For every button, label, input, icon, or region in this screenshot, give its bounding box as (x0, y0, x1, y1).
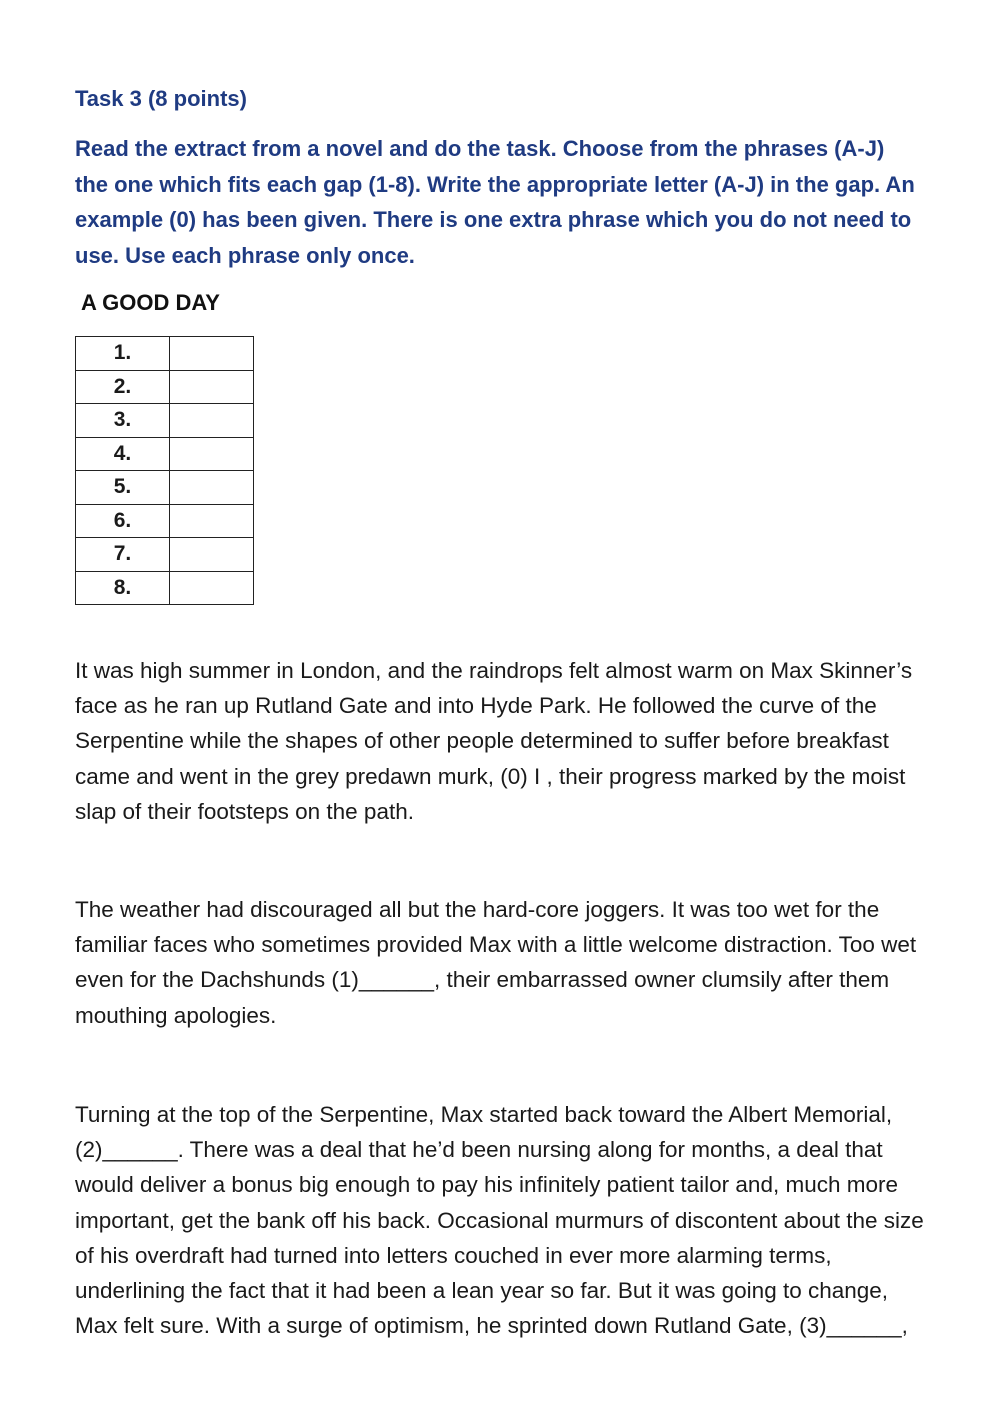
answer-number: 5. (76, 471, 170, 505)
text-heading: A GOOD DAY (81, 290, 220, 315)
answer-row (76, 504, 254, 538)
answer-row (76, 404, 254, 438)
answer-row (76, 437, 254, 471)
answer-box[interactable] (170, 571, 254, 605)
answer-row (76, 471, 254, 505)
answer-number: 1. (76, 337, 170, 371)
task-instructions: Read the extract from a novel and do the task. Choose from the phrases (A-J) the one which fits each gap (1-8). Write the appropriate letter (A-J) in the gap. An example (0) has been given. There is one extra phrase which you do not need to use. Use each phrase only once. (75, 136, 915, 268)
answer-table (75, 336, 254, 605)
paragraph-2: The weather had discouraged all but the hard-core joggers. It was too wet for the familiar faces who sometimes provided Max with a little welcome distraction. Too wet even for the Dachshunds (1)______, their embarrassed owner clumsily after them mouthing apologies. (75, 897, 917, 1028)
answer-number: 3. (76, 404, 170, 438)
answer-number: 2. (76, 370, 170, 404)
answer-box[interactable] (170, 404, 254, 438)
paragraph-3: Turning at the top of the Serpentine, Max started back toward the Albert Memorial, (2)______. There was a deal that he’d been nursing along for months, a deal that would deliver a bonus big enough to pay his infinitely patient tailor and, much more important, get the bank off his back. Occasional murmurs of discontent about the size of his overdraft had turned into letters couched in ever more alarming terms, underlining the fact that it had been a lean year so far. But it was going to change, Max felt sure. With a surge of optimism, he sprinted down Rutland Gate, (3)______, (75, 1102, 924, 1339)
answer-box[interactable] (170, 504, 254, 538)
answer-row (76, 370, 254, 404)
answer-box[interactable] (170, 538, 254, 572)
answer-row (76, 538, 254, 572)
answer-row (76, 337, 254, 371)
answer-box[interactable] (170, 370, 254, 404)
answer-number: 6. (76, 504, 170, 538)
paragraph-1: It was high summer in London, and the raindrops felt almost warm on Max Skinner’s face as he ran up Rutland Gate and into Hyde Park. He followed the curve of the Serpentine while the shapes of other people determined to suffer before breakfast came and went in the grey predawn murk, (0) I , their progress marked by the moist slap of their footsteps on the path. (75, 658, 913, 824)
answer-number: 8. (76, 571, 170, 605)
answer-row (76, 571, 254, 605)
answer-box[interactable] (170, 437, 254, 471)
answer-number: 7. (76, 538, 170, 572)
answer-number: 4. (76, 437, 170, 471)
task-title: Task 3 (8 points) (75, 86, 247, 111)
answer-box[interactable] (170, 337, 254, 371)
answer-box[interactable] (170, 471, 254, 505)
